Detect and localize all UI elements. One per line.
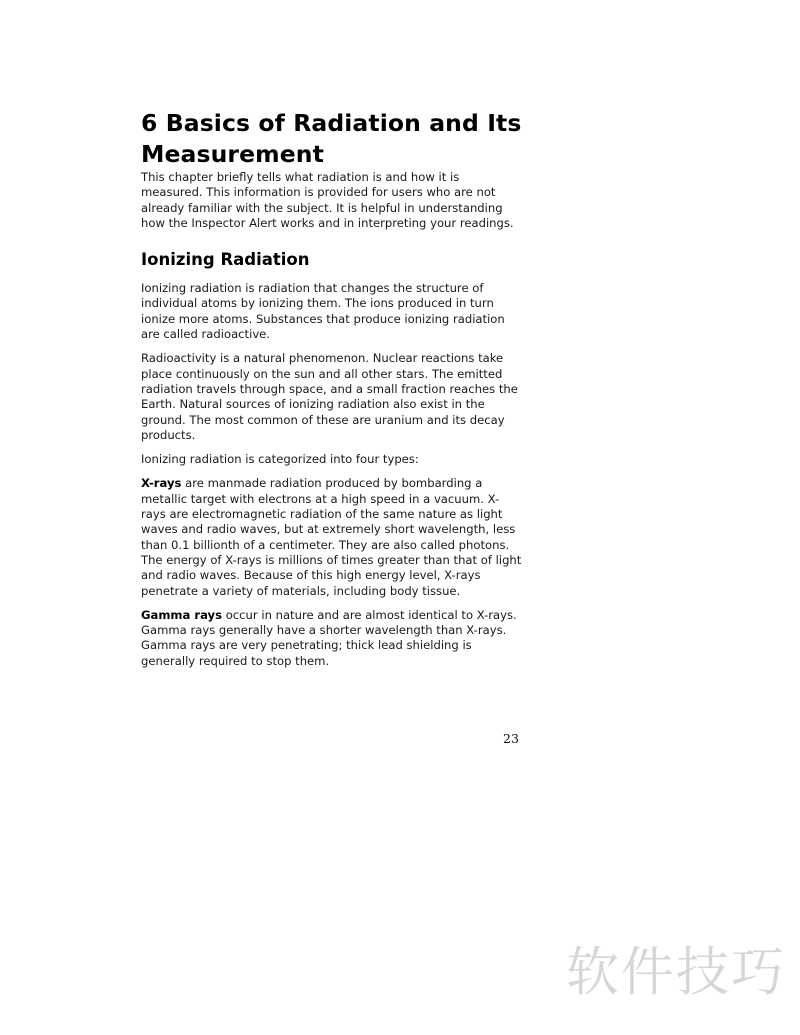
paragraph-types-intro: Ionizing radiation is categorized into four types: [141,452,419,467]
paragraph-ionizing-definition: Ionizing radiation is radiation that changes the structure of individual atoms by ionizing them. The ions produced in turn ionize more atoms. Substances that produce ionizing radiation are called radioactive. [141,281,505,342]
term-gamma-rays: Gamma rays [141,607,223,622]
chapter-intro: This chapter briefly tells what radiation is and how it is measured. This information is provided for users who are not already familiar with the subject. It is helpful in understanding how the Inspector Alert works and in interpreting your readings. [141,170,514,230]
gamma-rays-description: occur in nature and are almost identical to X-rays. Gamma rays generally have a shorter wavelength than X-rays. Gamma rays are very penetrating; thick lead shielding is generally required to stop them. [141,607,517,668]
term-x-rays: X-rays [141,476,182,491]
paragraph-x-rays [141,476,523,598]
page-number: 23 [503,731,519,746]
section-body [141,281,523,669]
section-heading: Ionizing Radiation [141,250,310,270]
chapter-title: 6 Basics of Radiation and Its Measurement [141,109,522,168]
paragraph-gamma-rays [141,608,523,669]
x-rays-description: are manmade radiation produced by bombarding a metallic target with electrons at a high speed in a vacuum. X-rays are electromagnetic radiation of the same nature as light waves and radio waves, but at extremely short wavelength, less than 0.1 billionth of a centimeter. They are also called photons. The energy of X-rays is millions of times greater than that of light and radio waves. Because of this high energy level, X-rays penetrate a variety of materials, including body tissue. [141,476,522,598]
watermark: 软件技巧 [566,942,786,1003]
paragraph-radioactivity: Radioactivity is a natural phenomenon. Nuclear reactions take place continuously on the sun and all other stars. The emitted radiation travels through space, and a small fraction reaches the Earth. Natural sources of ionizing radiation also exist in the ground. The most common of these are uranium and its decay products. [141,351,518,442]
page-content [141,108,523,678]
